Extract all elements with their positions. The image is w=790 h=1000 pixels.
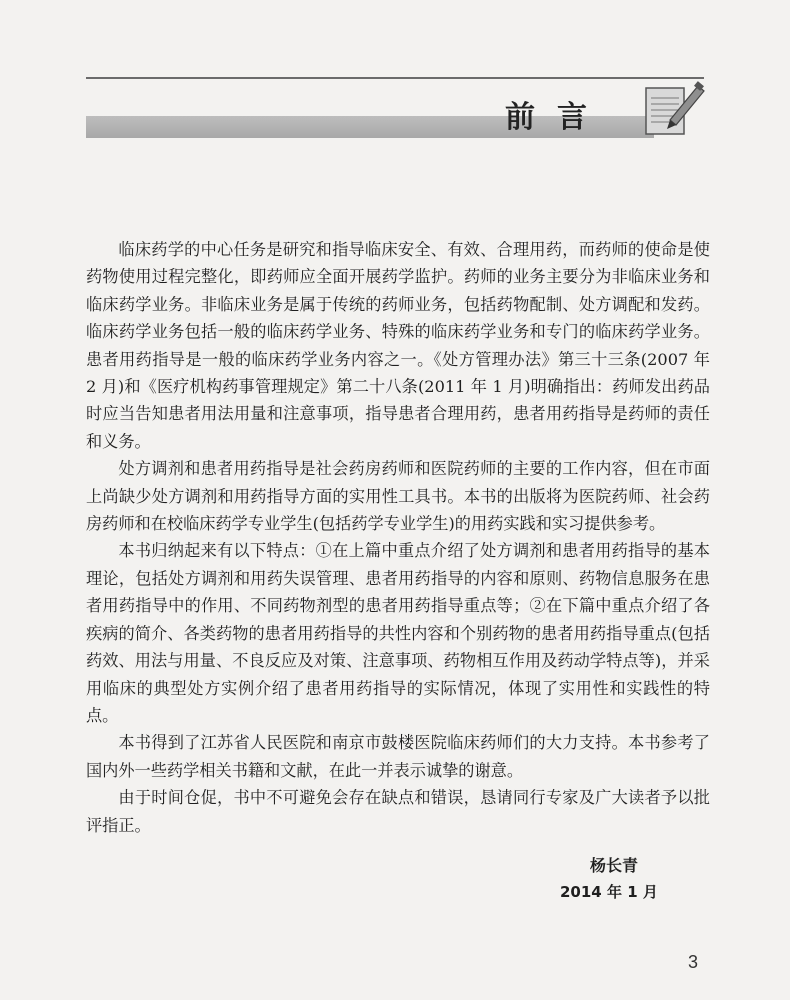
- page-number: 3: [688, 952, 699, 972]
- author-name: 杨长青: [590, 856, 639, 875]
- page-title: 前言: [505, 100, 609, 135]
- paragraph: 本书归纳起来有以下特点：①在上篇中重点介绍了处方调剂和患者用药指导的基本理论，包括处方调剂和用药失误管理、患者用药指导的内容和原则、药物信息服务在患者用药指导中的作用、不同药物剂型的患者用药指导重点等；②在下篇中重点介绍了各疾病的简介、各类药物的患者用药指导的共性内容和个别药物的患者用药指导重点(包括药效、用法与用量、不良反应及对策、注意事项、药物相互作用及药动学特点等)，并采用临床的典型处方实例介绍了患者用药指导的实际情况，体现了实用性和实践性的特点。: [86, 541, 710, 725]
- header-rule: [86, 77, 704, 79]
- preface-body: [86, 236, 710, 839]
- notebook-pencil-icon: [640, 80, 708, 140]
- paragraph: 本书得到了江苏省人民医院和南京市鼓楼医院临床药师们的大力支持。本书参考了国内外一些药学相关书籍和文献，在此一并表示诚挚的谢意。: [86, 733, 710, 780]
- paragraph: 处方调剂和患者用药指导是社会药房药师和医院药师的主要的工作内容，但在市面上尚缺少处方调剂和用药指导方面的实用性工具书。本书的出版将为医院药师、社会药房药师和在校临床药学专业学生(包括药学专业学生)的用药实践和实习提供参考。: [86, 459, 710, 534]
- signature-date: 2014 年 1 月: [560, 883, 658, 901]
- paragraph: 临床药学的中心任务是研究和指导临床安全、有效、合理用药，而药师的使命是使药物使用过程完整化，即药师应全面开展药学监护。药师的业务主要分为非临床业务和临床药学业务。非临床业务是属于传统的药师业务，包括药物配制、处方调配和发药。临床药学业务包括一般的临床药学业务、特殊的临床药学业务和专门的临床药学业务。患者用药指导是一般的临床药学业务内容之一。《处方管理办法》第三十三条(2007 年 2 月)和《医疗机构药事管理规定》第二十八条(2011 年 1 月)明确指出：药师发出药品时应当告知患者用法用量和注意事项，指导患者合理用药，患者用药指导是药师的责任和义务。: [86, 240, 710, 451]
- paragraph: 由于时间仓促，书中不可避免会存在缺点和错误，恳请同行专家及广大读者予以批评指正。: [86, 788, 710, 835]
